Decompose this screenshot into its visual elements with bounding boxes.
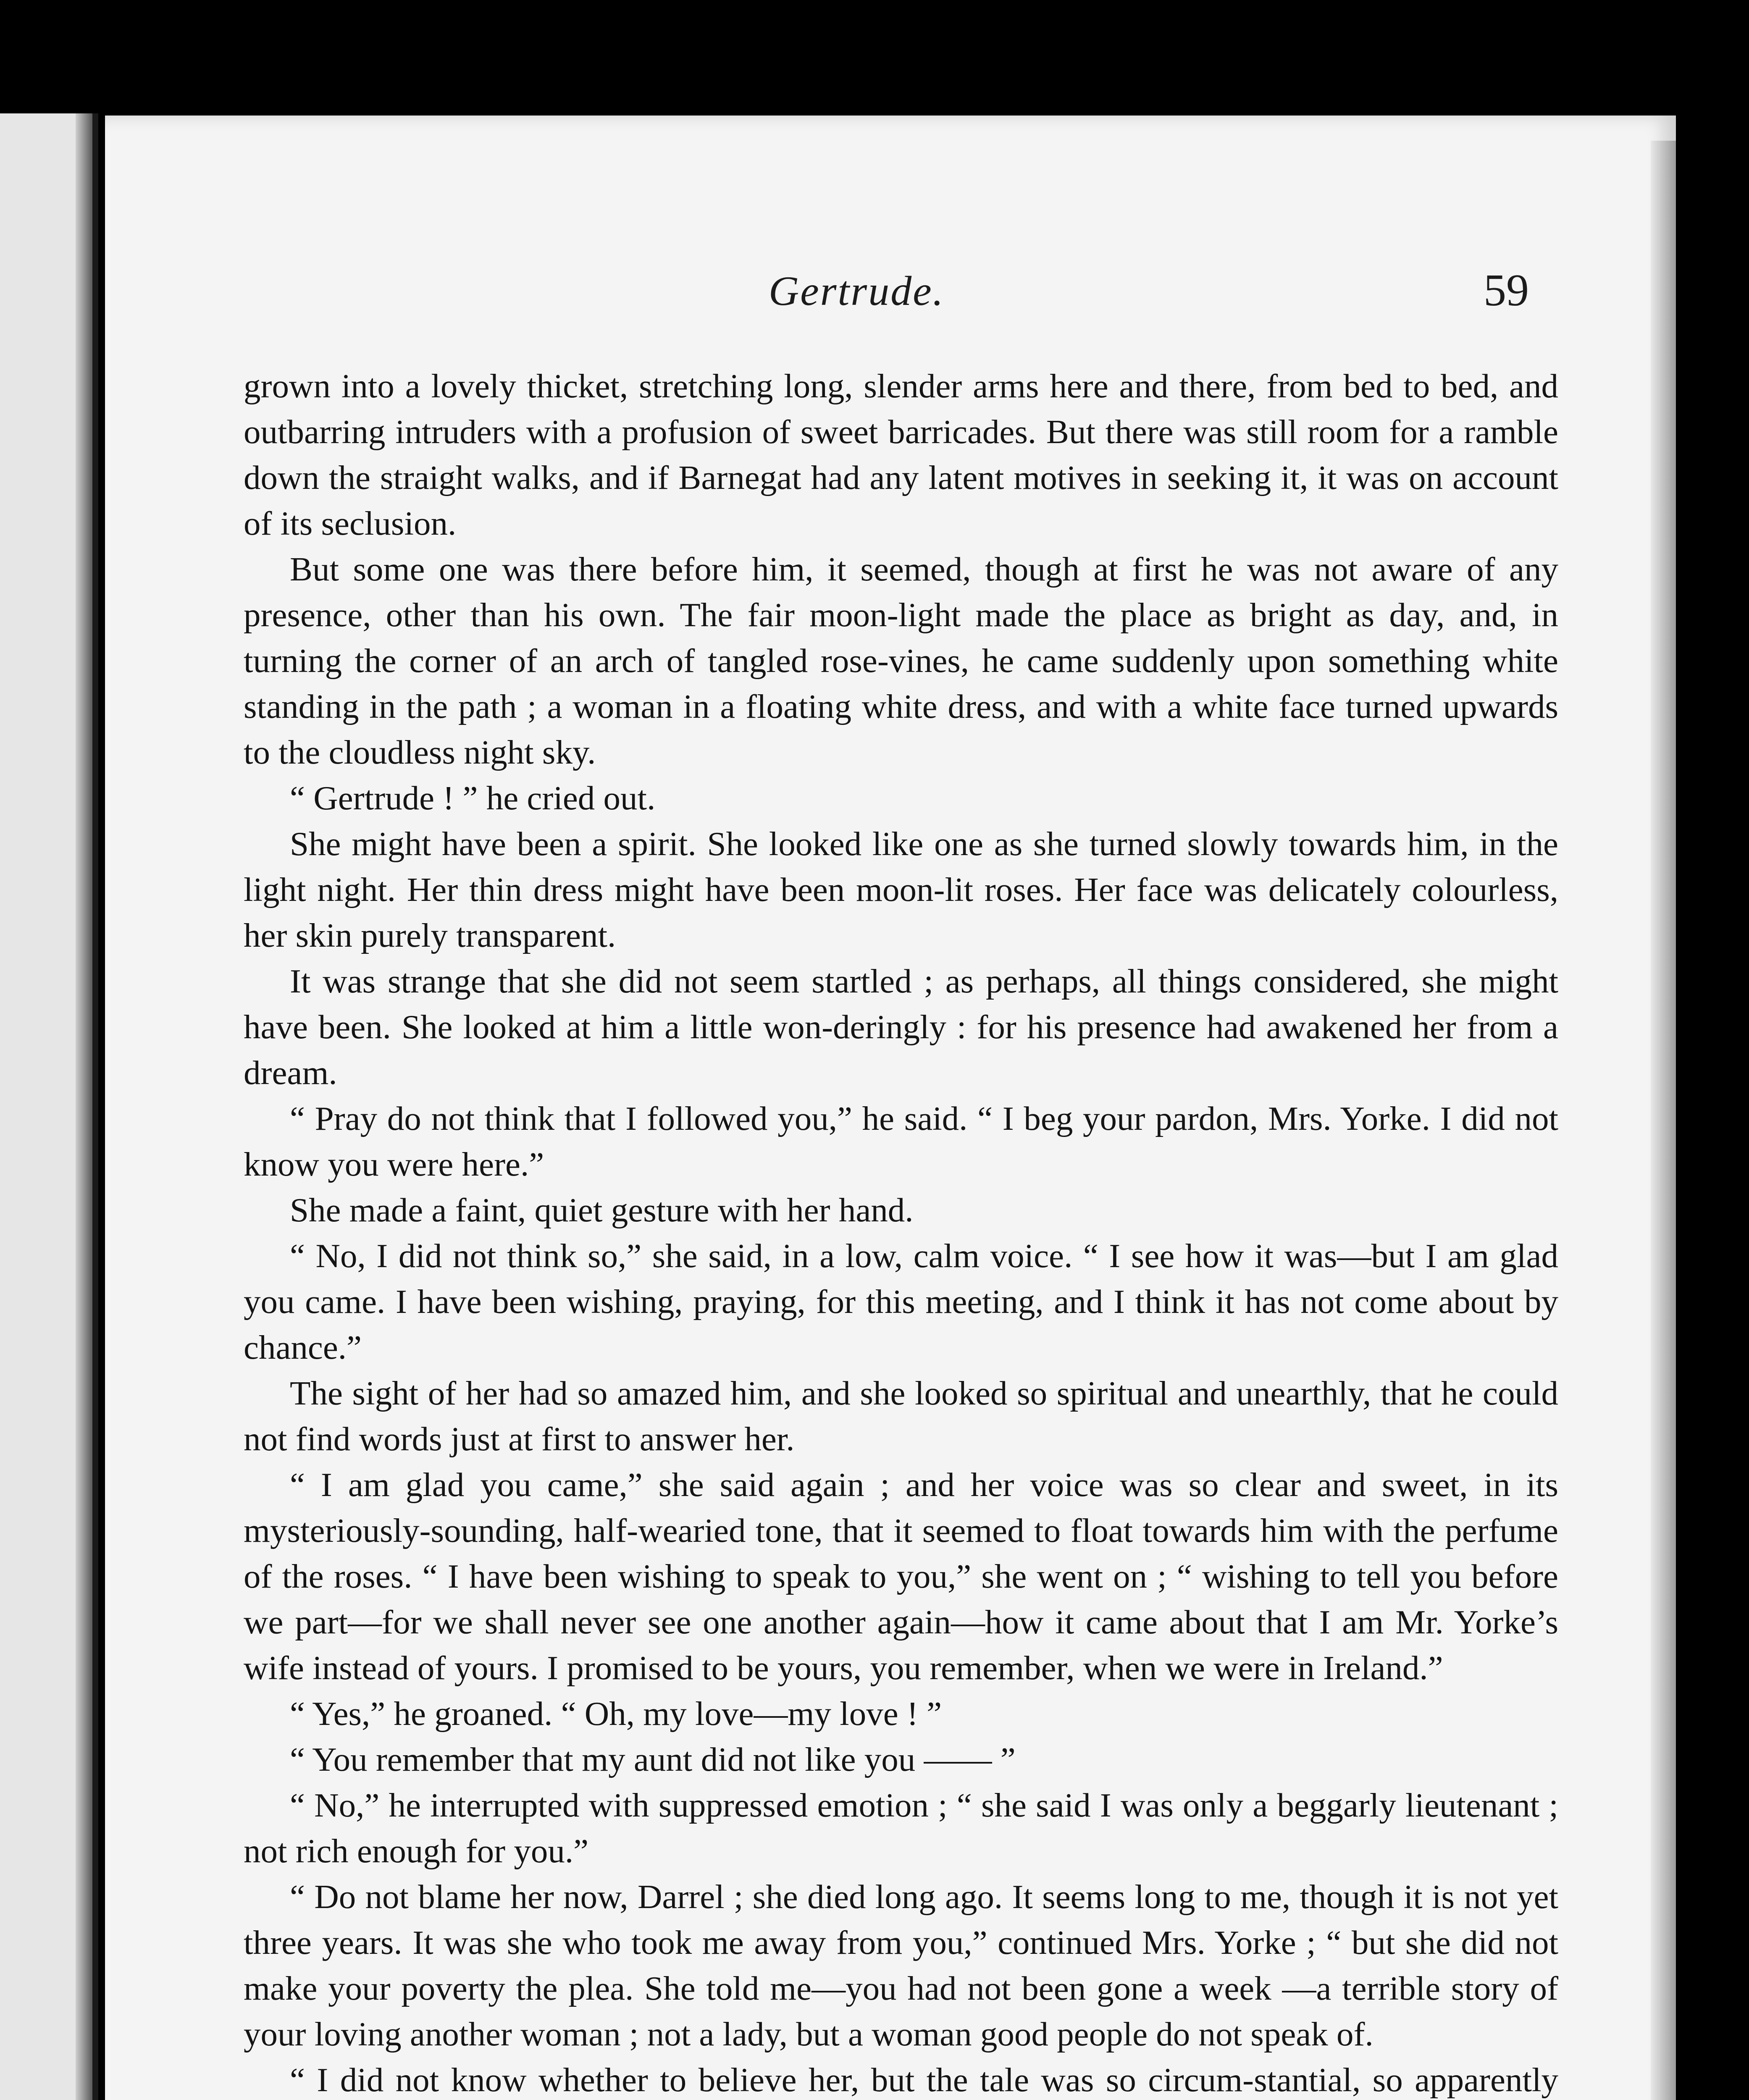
- page-number: 59: [1484, 265, 1529, 315]
- paragraph-13: “ No,” he interrupted with suppressed emotion ; “ she said I was only a beggarly lieutenant ; not rich enough for you.”: [244, 1786, 1558, 1870]
- book-page: [105, 116, 1676, 2100]
- page-body-text: [244, 363, 1558, 2100]
- paragraph-7: She made a faint, quiet gesture with her hand.: [290, 1191, 914, 1229]
- page-right-edge: [1651, 141, 1676, 2100]
- paragraph-9: The sight of her had so amazed him, and she looked so spiritual and unearthly, that he could not find words just at first to answer her.: [244, 1374, 1558, 1458]
- paragraph-14: “ Do not blame her now, Darrel ; she died long ago. It seems long to me, though it is not yet three years. It was she who took me away from you,” continued Mrs. Yorke ; “ but she did not make your poverty the plea. She told me—you had not been gone a week —a terrible story of your loving another woman ; not a lady, but a woman good people do not speak of.: [244, 1878, 1558, 2053]
- paragraph-3: “ Gertrude ! ” he cried out.: [290, 779, 656, 817]
- paragraph-4: She might have been a spirit. She looked like one as she turned slowly towards him, in the light night. Her thin dress might have been moon-lit roses. Her face was delicately colourless, her skin purely transparent.: [244, 825, 1558, 954]
- paragraph-10: “ I am glad you came,” she said again ; and her voice was so clear and sweet, in its mysteriously-sounding, half-wearied tone, that it seemed to float towards him with the perfume of the roses. “ I have been wishing to speak to you,” she went on ; “ wishing to tell you before we part—for we shall never see one another again—how it came about that I am Mr. Yorke’s wife instead of yours. I promised to be yours, you remember, when we were in Ireland.”: [244, 1466, 1558, 1687]
- paragraph-1: grown into a lovely thicket, stretching long, slender arms here and there, from bed to bed, and outbarring intruders with a profusion of sweet barricades. But there was still room for a ramble down the straight walks, and if Barnegat had any latent motives in seeking it, it was on account of its seclusion.: [244, 367, 1558, 542]
- paragraph-8: “ No, I did not think so,” she said, in a low, calm voice. “ I see how it was—but I am glad you came. I have been wishing, praying, for this meeting, and I think it has not come about by chance.”: [244, 1237, 1558, 1366]
- paragraph-5: It was strange that she did not seem startled ; as perhaps, all things considered, she might have been. She looked at him a little won-deringly : for his presence had awakened her from a dream.: [244, 962, 1558, 1092]
- paragraph-6: “ Pray do not think that I followed you,” he said. “ I beg your pardon, Mrs. Yorke. I did not know you were here.”: [244, 1100, 1558, 1183]
- page-gutter-shadow: [76, 113, 92, 2100]
- paragraph-15: “ I did not know whether to believe her, but the tale was so circum-stantial, so apparently: [290, 2061, 1558, 2099]
- paragraph-12: “ You remember that my aunt did not like you —— ”: [290, 1740, 1016, 1778]
- paragraph-2: But some one was there before him, it seemed, though at first he was not aware of any presence, other than his own. The fair moon-light made the place as bright as day, and, in turning the corner of an arch of tangled rose-vines, he came suddenly upon something white standing in the path ; a woman in a floating white dress, and with a white face turned upwards to the cloudless night sky.: [244, 550, 1558, 771]
- running-title: Gertrude.: [769, 268, 945, 314]
- facing-page-edge: [0, 113, 98, 2100]
- paragraph-11: “ Yes,” he groaned. “ Oh, my love—my love ! ”: [290, 1695, 942, 1732]
